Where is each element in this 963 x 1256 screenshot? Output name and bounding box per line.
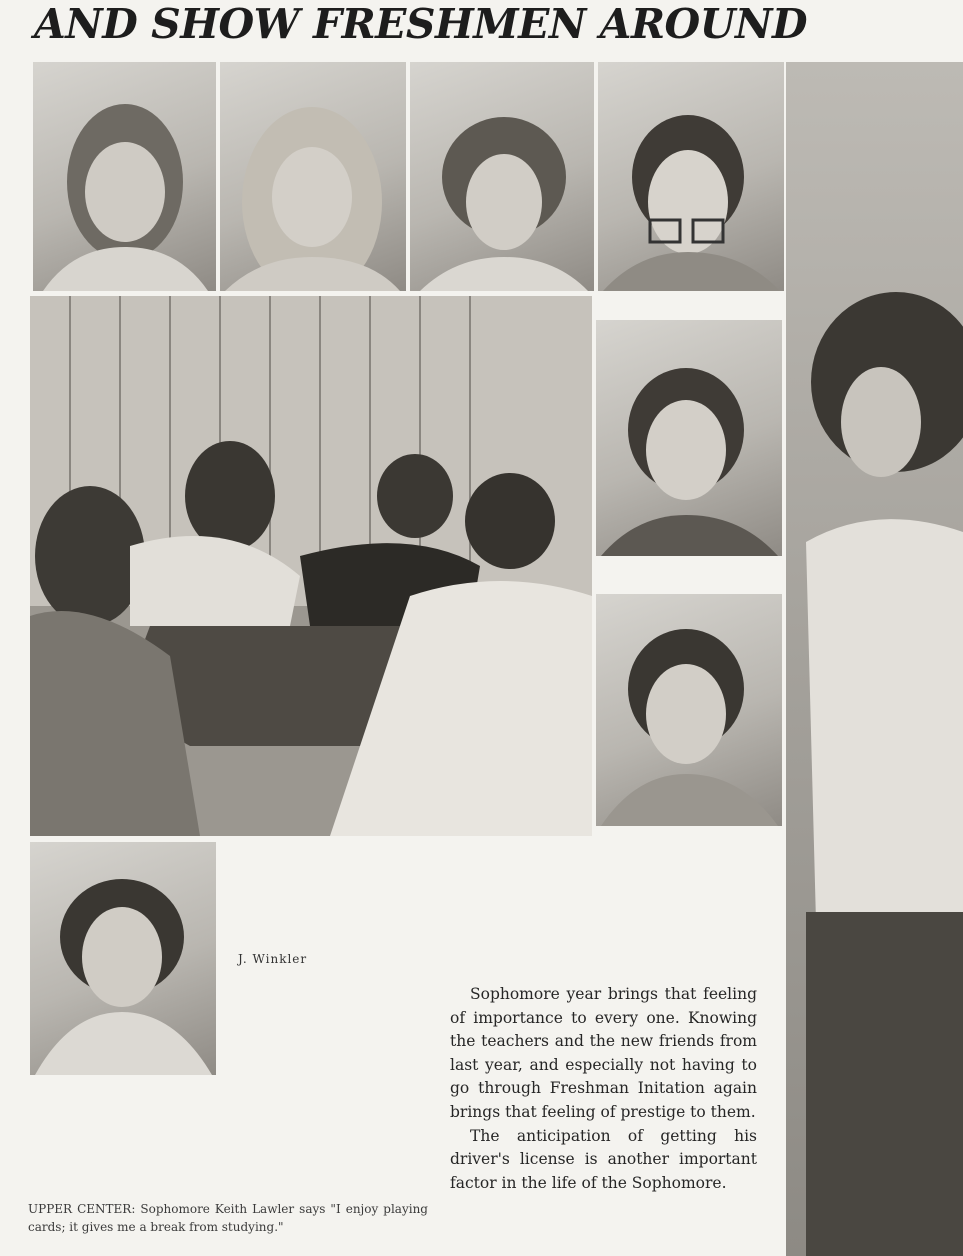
- portrait-tullis: [410, 62, 594, 291]
- body-text: [450, 983, 757, 1195]
- portrait-taylor: [220, 62, 406, 291]
- name-winkler: [238, 950, 307, 968]
- name-winkler-label: J. Winkler: [238, 952, 308, 966]
- photo-caption: UPPER CENTER: Sophomore Keith Lawler says "I enjoy playing cards; it gives me a break from studying.": [28, 1202, 428, 1234]
- portrait-sloan: [33, 62, 216, 291]
- portrait-wielt: [596, 320, 782, 556]
- page-headline: AND SHOW FRESHMEN AROUND: [34, 0, 808, 48]
- body-paragraph-2: The anticipation of getting his driver's license is another important factor in the life of the Sophomore.: [450, 1126, 757, 1192]
- body-paragraph-1: Sophomore year brings that feeling of importance to every one. Knowing the teachers and the new friends from last year, and especially not having to go through Freshman Initation again brings that feeling of prestige to them.: [450, 985, 757, 1121]
- portrait-trout: [598, 62, 784, 291]
- side-portrait-photo: [786, 62, 963, 1256]
- card-game-photo: [30, 296, 592, 836]
- portrait-winkler: [30, 842, 216, 1075]
- portrait-wiggins: [596, 594, 782, 826]
